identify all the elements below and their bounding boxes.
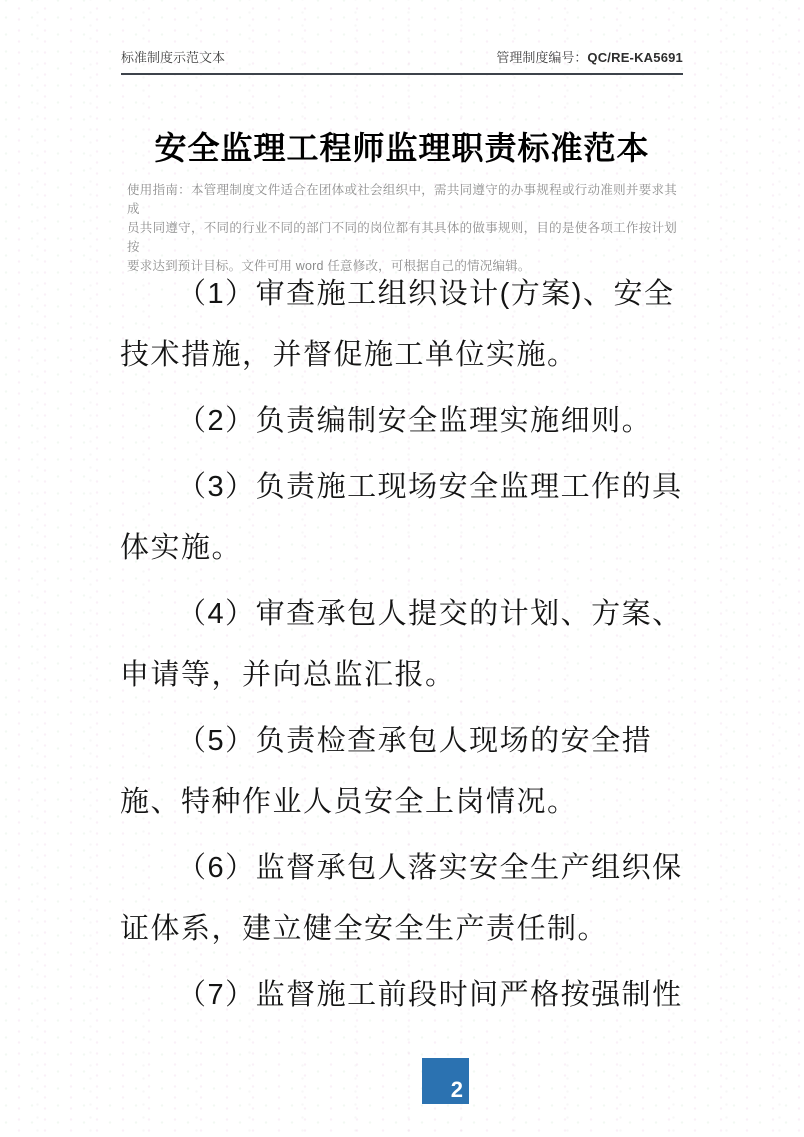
paragraph-line: 体实施。 (120, 532, 243, 564)
page-number: 2 (450, 1077, 463, 1102)
paragraph-line: 施、特种作业人员安全上岗情况。 (120, 786, 578, 818)
paragraph-2 (120, 391, 690, 452)
paragraph-6 (120, 838, 690, 960)
doc-number-label: 管理制度编号： (496, 50, 588, 65)
paragraph-line: （6）监督承包人落实安全生产组织保 (177, 852, 683, 884)
paragraph-4 (120, 584, 690, 706)
page-number-badge (422, 1058, 469, 1104)
document-body (120, 264, 690, 1026)
header-doc-number (496, 50, 683, 66)
usage-note-line: 员共同遵守，不同的行业不同的部门不同的岗位都有其具体的做事规则，目的是使各项工作按计划按 (127, 221, 677, 254)
paragraph-5 (120, 711, 690, 833)
header-doc-type: 标准制度示范文本 (121, 50, 226, 65)
paragraph-line: （2）负责编制安全监理实施细则。 (177, 405, 653, 437)
paragraph-line: （7）监督施工前段时间严格按强制性 (177, 979, 683, 1011)
usage-note-line: 要求达到预计目标。文件可用 word 任意修改，可根据自己的情况编辑。 (127, 259, 531, 273)
paragraph-line: 技术措施，并督促施工单位实施。 (120, 339, 578, 371)
doc-number-code: QC/RE-KA5691 (587, 50, 683, 65)
page-header (121, 50, 683, 75)
paragraph-line: 证体系，建立健全安全生产责任制。 (120, 913, 609, 945)
paragraph-7 (120, 965, 690, 1026)
paragraph-line: 申请等，并向总监汇报。 (120, 659, 456, 691)
paragraph-line: （5）负责检查承包人现场的安全措 (177, 725, 653, 757)
paragraph-line: （4）审查承包人提交的计划、方案、 (177, 598, 683, 630)
paragraph-3 (120, 457, 690, 579)
document-title: 安全监理工程师监理职责标准范本 (154, 130, 650, 166)
usage-note-line: 使用指南：本管理制度文件适合在团体或社会组织中，需共同遵守的办事规程或行动准则并要求其成 (127, 183, 677, 216)
paragraph-line: （1）审查施工组织设计(方案)、安全 (177, 278, 675, 310)
paragraph-line: （3）负责施工现场安全监理工作的具 (177, 471, 683, 503)
usage-note (127, 181, 677, 276)
paragraph-1 (120, 264, 690, 386)
